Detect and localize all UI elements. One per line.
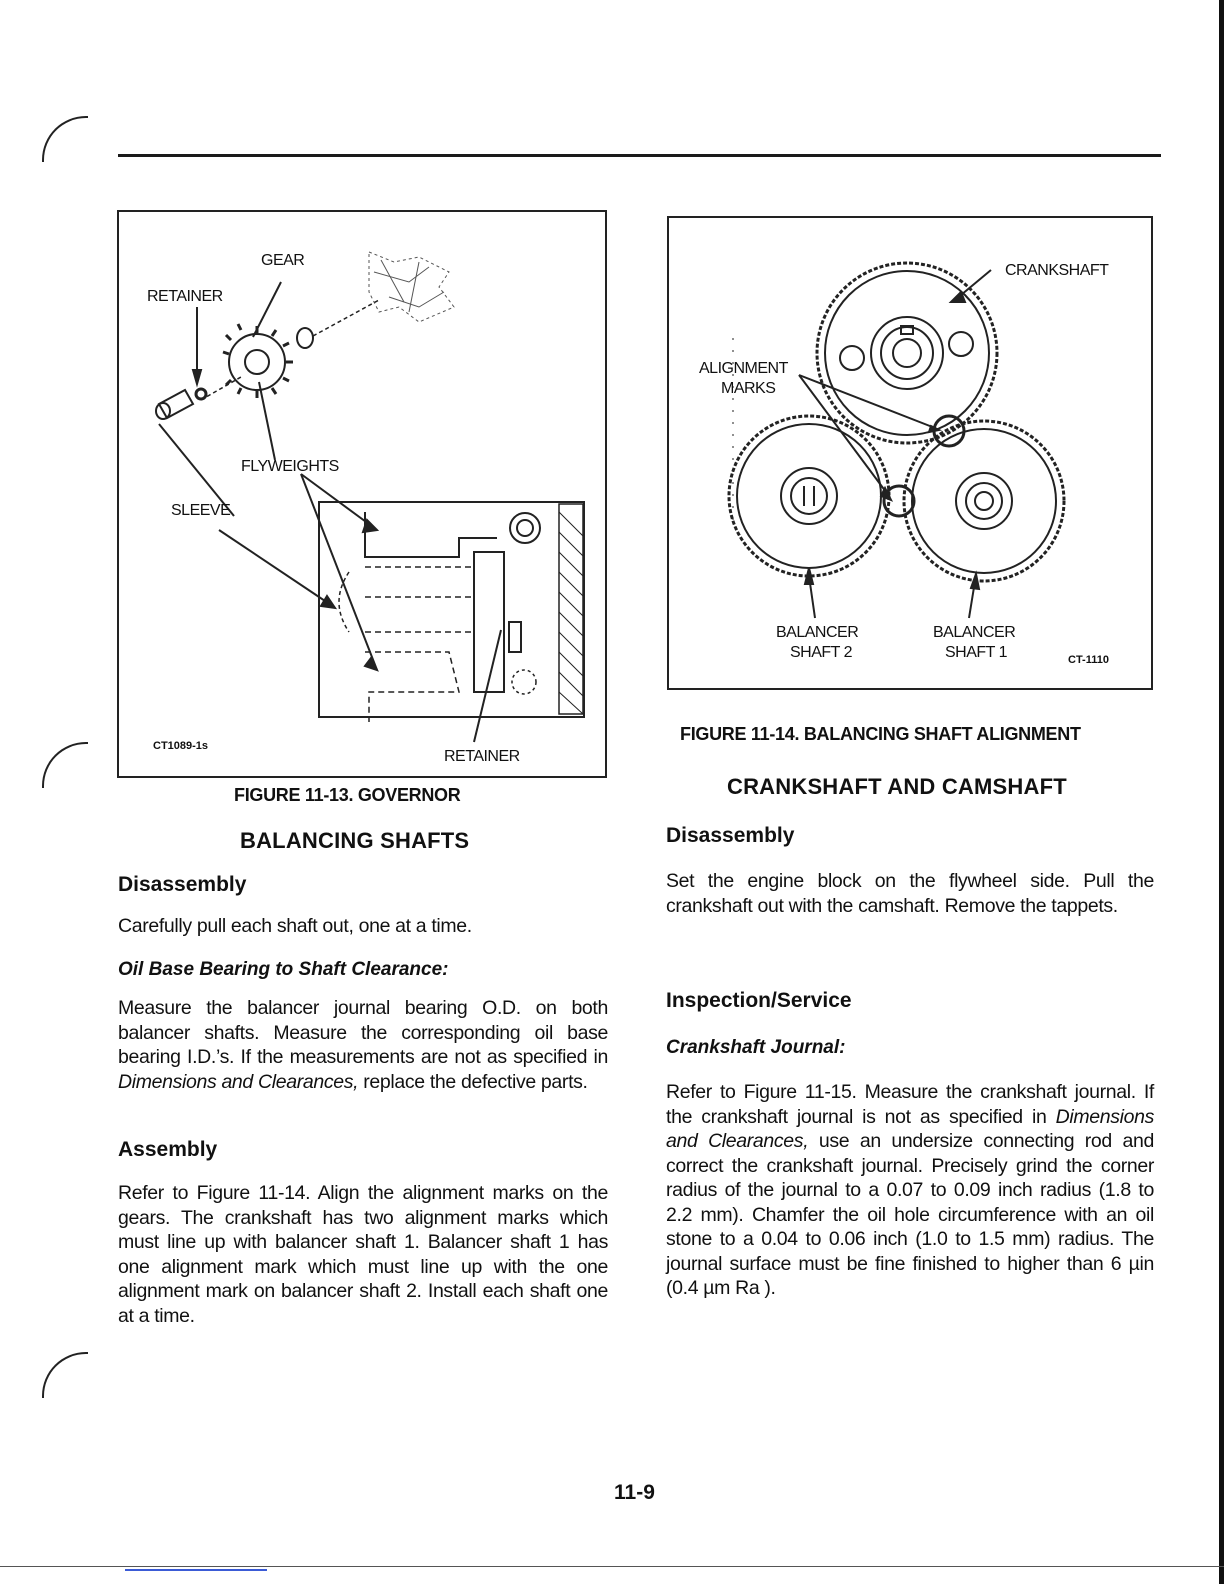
footer-rule: [0, 1566, 1224, 1567]
balancer-shaft-1-gear: [904, 421, 1064, 581]
margin-arc-top: [42, 116, 88, 162]
gear-shape: [223, 324, 293, 398]
section-title-balancing-shafts: BALANCING SHAFTS: [240, 828, 470, 853]
label-crankshaft: CRANKSHAFT: [1005, 262, 1109, 279]
footer-link-bar: [125, 1569, 267, 1571]
figure-14-caption: FIGURE 11-14. BALANCING SHAFT ALIGNMENT: [680, 724, 1081, 744]
ring-part: [297, 328, 313, 348]
section-title-crankshaft-camshaft: CRANKSHAFT AND CAMSHAFT: [727, 774, 1067, 799]
gear-housing-sketch: [369, 252, 454, 322]
label-gear: GEAR: [261, 252, 305, 269]
sleeve-shape: [156, 390, 193, 419]
governor-cutaway: [319, 502, 584, 722]
heading-oil-base-bearing: Oil Base Bearing to Shaft Clearance:: [118, 959, 449, 980]
figure-balancing-shaft-alignment: [667, 216, 1153, 690]
paragraph-disassembly-right: Set the engine block on the flywheel side. Pull the crankshaft out with the camshaft. Remove the tappets.: [666, 870, 1154, 917]
paragraph-oil-base-bearing: Measure the balancer journal bearing O.D. on both balancer shafts. Measure the corresponding oil base bearing I.D.’s. If the measurements are not as specified in Dimensions and Clearances, replace the defective parts.: [118, 997, 608, 1093]
paragraph-disassembly-left: Carefully pull each shaft out, one at a time.: [118, 915, 472, 937]
paragraph-crankshaft-journal: Refer to Figure 11-15. Measure the crankshaft journal. If the crankshaft journal is not as specified in Dimensions and Clearances, use an undersize connecting rod and correct the crankshaft journal. Precisely grind the corner radius of the journal to a 0.07 to 0.09 inch radius (1.8 to 2.2 mm). Chamfer the oil hole circumference with an oil stone to a 0.04 to 0.06 inch (1.0 to 1.5 mm) radius. The journal surface must be fine finished to higher than 6 µin (0.4 µm Ra ).: [666, 1081, 1154, 1299]
figure-code-alignment: CT-1110: [1068, 654, 1109, 666]
label-balancer-1-line2: SHAFT 1: [945, 644, 1007, 661]
label-balancer-1-line1: BALANCER: [933, 624, 1016, 641]
label-alignment-marks-2: MARKS: [721, 380, 776, 397]
label-sleeve: SLEEVE: [171, 502, 231, 519]
gear-alignment-illustration: [669, 218, 1151, 688]
label-balancer-2-line1: BALANCER: [776, 624, 859, 641]
figure-13-caption: FIGURE 11-13. GOVERNOR: [234, 785, 461, 805]
balancer-shaft-2-gear: [729, 416, 889, 576]
paragraph-assembly: Refer to Figure 11-14. Align the alignment marks on the gears. The crankshaft has two alignment marks which must line up with balancer shaft 1. Balancer shaft 1 has one alignment mark which must line up with the one alignment mark on balancer shaft 2. Install each shaft one at a time.: [118, 1182, 608, 1327]
retainer-clip: [196, 389, 206, 399]
margin-arc-bottom: [42, 1352, 88, 1398]
heading-assembly: Assembly: [118, 1138, 218, 1161]
alignment-mark-balancer: [884, 486, 914, 516]
header-rule: [118, 154, 1161, 157]
heading-crankshaft-journal: Crankshaft Journal:: [666, 1037, 846, 1058]
label-alignment-marks-1: ALIGNMENT: [699, 360, 788, 377]
label-retainer-bottom: RETAINER: [444, 748, 520, 765]
figure-governor: [117, 210, 607, 778]
figure-code-governor: CT1089-1s: [153, 740, 209, 752]
crankshaft-gear: [817, 263, 997, 443]
label-balancer-2-line2: SHAFT 2: [790, 644, 852, 661]
label-retainer-top: RETAINER: [147, 288, 223, 305]
label-flyweights: FLYWEIGHTS: [241, 458, 339, 475]
heading-disassembly-left: Disassembly: [118, 873, 247, 896]
margin-arc-middle: [42, 742, 88, 788]
page-number: 11-9: [614, 1481, 655, 1504]
heading-inspection-service: Inspection/Service: [666, 989, 852, 1012]
page-edge: [1219, 0, 1224, 1584]
heading-disassembly-right: Disassembly: [666, 824, 795, 847]
